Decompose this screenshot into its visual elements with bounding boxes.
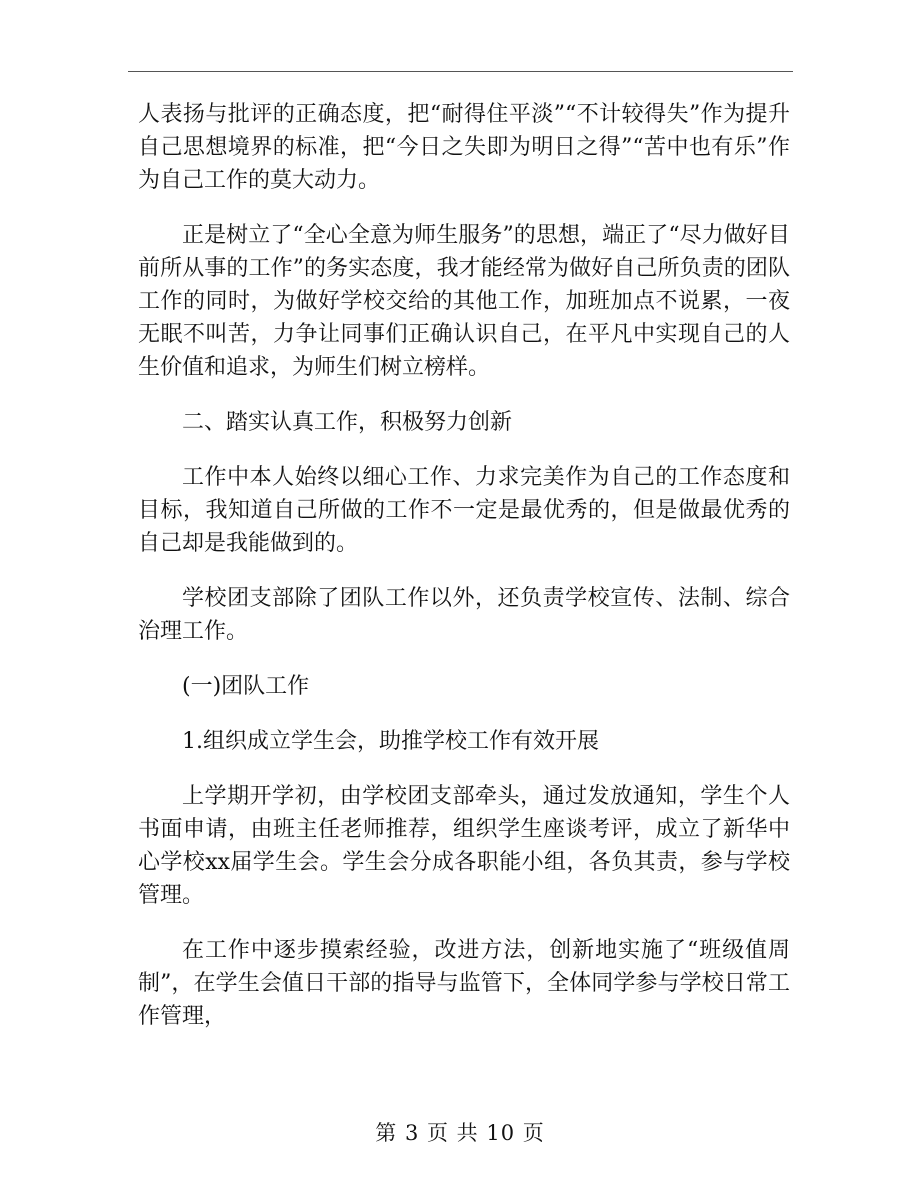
paragraph-class-duty-system: 在工作中逐步摸索经验，改进方法，创新地实施了“班级值周制”，在学生会值日干部的指导与监管下，全体同学参与学校日常工作管理， — [138, 938, 790, 1029]
paragraph-student-union-founding: 上学期开学初，由学校团支部牵头，通过发放通知，学生个人书面申请，由班主任老师推荐，组织学生座谈考评，成立了新华中心学校xx届学生会。学生会分成各职能小组，各负其责，参与学校管理。 — [138, 784, 790, 908]
item-heading-student-union: 1.组织成立学生会，助推学校工作有效开展 — [182, 729, 599, 754]
paragraph-work-attitude: 工作中本人始终以细心工作、力求完美作为自己的工作态度和目标，我知道自己所做的工作不一定是最优秀的，但是做最优秀的自己却是我能做到的。 — [138, 465, 790, 556]
paragraph-responsibilities: 学校团支部除了团队工作以外，还负责学校宣传、法制、综合治理工作。 — [138, 586, 790, 644]
paragraph-continuation: 人表扬与批评的正确态度，把“耐得住平淡”“不计较得失”作为提升自己思想境界的标准，把“今日之失即为明日之得”“苦中也有乐”作为自己工作的莫大动力。 — [138, 102, 790, 193]
paragraph-service-attitude: 正是树立了“全心全意为师生服务”的思想，端正了“尽力做好目前所从事的工作”的务实态度，我才能经常为做好自己所负责的团队工作的同时，为做好学校交给的其他工作，加班加点不说累，一夜无眠不叫苦，力争让同事们正确认识自己，在平凡中实现自己的人生价值和追求，为师生们树立榜样。 — [138, 223, 790, 380]
page-number-footer: 第 3 页 共 10 页 — [375, 1121, 545, 1145]
subsection-heading-team-work: (一)团队工作 — [182, 674, 310, 699]
header-divider — [128, 71, 793, 72]
document-body — [138, 98, 790, 1055]
section-heading-2: 二、踏实认真工作，积极努力创新 — [182, 410, 513, 435]
